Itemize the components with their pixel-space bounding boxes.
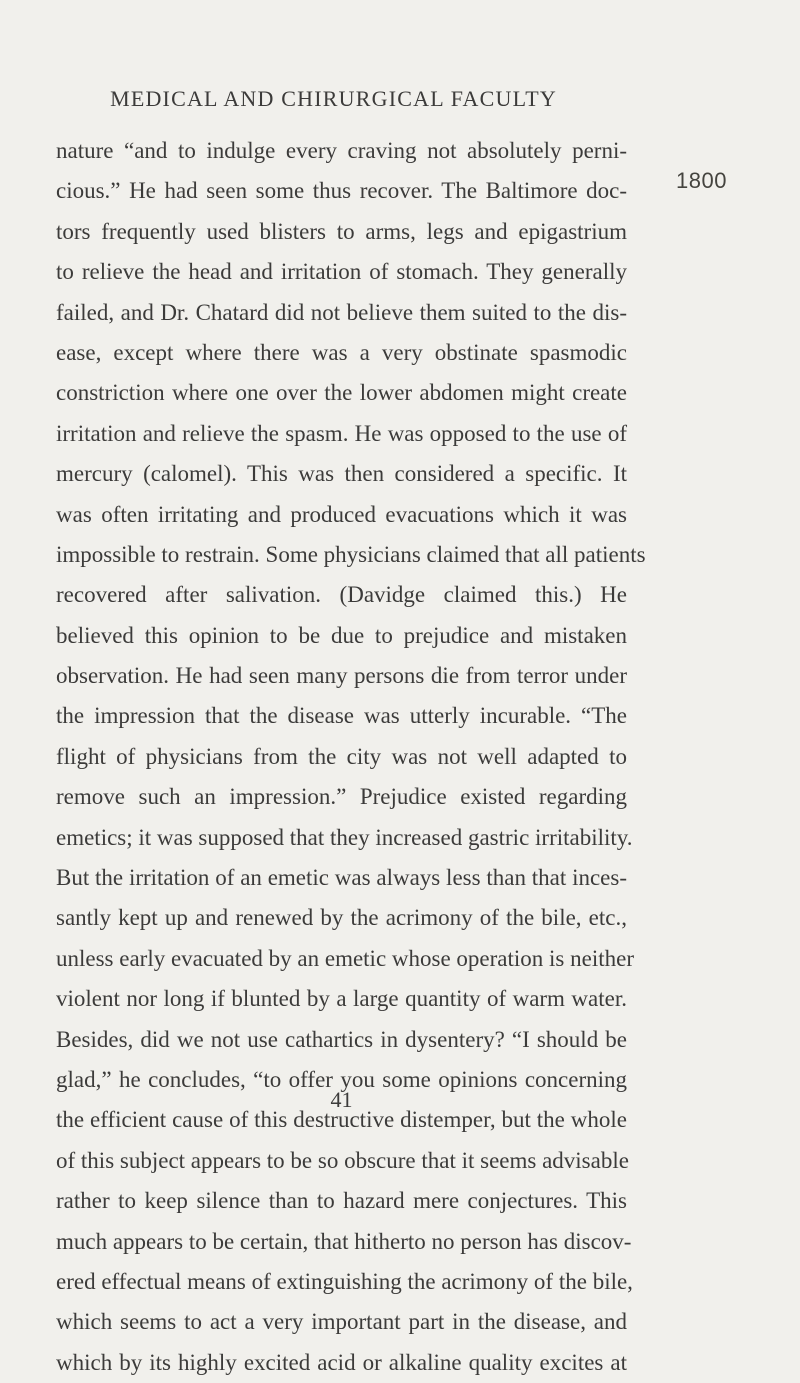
text-line: But the irritation of an emetic was always less than that inces-	[56, 865, 627, 891]
text-line: flight of physicians from the city was not well adapted to	[56, 743, 627, 769]
text-line: irritation and relieve the spasm. He was opposed to the use of	[56, 420, 627, 446]
text-line: cious.” He had seen some thus recover. The Baltimore doc-	[56, 178, 627, 204]
margin-year-note: 1800	[676, 168, 727, 193]
text-line: which seems to act a very important part in the disease, and	[56, 1309, 627, 1335]
text-line: of this subject appears to be so obscure that it seems advisable	[56, 1147, 629, 1173]
text-line: ease, except where there was a very obstinate spasmodic	[56, 339, 627, 365]
text-line: remove such an impression.” Prejudice existed regarding	[56, 784, 627, 810]
text-line: glad,” he concludes, “to offer you some opinions concerning	[56, 1066, 627, 1092]
text-line: was often irritating and produced evacuations which it was	[56, 501, 627, 527]
text-line: mercury (calomel). This was then considered a specific. It	[56, 461, 627, 487]
text-line: believed this opinion to be due to prejudice and mistaken	[56, 622, 627, 648]
text-line: tors frequently used blisters to arms, legs and epigastrium	[56, 218, 627, 244]
text-line: impossible to restrain. Some physicians claimed that all patients	[56, 541, 646, 567]
text-line: rather to keep silence than to hazard mere conjectures. This	[56, 1188, 627, 1214]
text-line: emetics; it was supposed that they increased gastric irritability.	[56, 824, 633, 850]
text-line: the impression that the disease was utterly incurable. “The	[56, 703, 627, 729]
running-head: MEDICAL AND CHIRURGICAL FACULTY	[110, 86, 557, 111]
text-line: the efficient cause of this destructive distemper, but the whole	[56, 1107, 627, 1133]
text-line: violent nor long if blunted by a large quantity of warm water.	[56, 986, 627, 1012]
text-line: which by its highly excited acid or alkaline quality excites at	[56, 1349, 627, 1375]
text-line: to relieve the head and irritation of stomach. They generally	[56, 259, 627, 285]
text-line: much appears to be certain, that hitherto no person has discov-	[56, 1228, 632, 1254]
text-line: failed, and Dr. Chatard did not believe them suited to the dis-	[56, 299, 627, 325]
text-line: constriction where one over the lower abdomen might create	[56, 380, 627, 406]
text-line: santly kept up and renewed by the acrimony of the bile, etc.,	[56, 905, 627, 931]
text-line: recovered after salivation. (Davidge claimed this.) He	[56, 582, 627, 608]
body-text	[56, 131, 646, 1383]
text-line: Besides, did we not use cathartics in dysentery? “I should be	[56, 1026, 627, 1052]
text-line: nature “and to indulge every craving not absolutely perni-	[56, 138, 627, 163]
text-line: observation. He had seen many persons die from terror under	[56, 663, 627, 689]
text-line: unless early evacuated by an emetic whose operation is neither	[56, 945, 634, 971]
text-line: ered effectual means of extinguishing the acrimony of the bile,	[56, 1268, 633, 1294]
page-number: 41	[330, 1087, 353, 1112]
